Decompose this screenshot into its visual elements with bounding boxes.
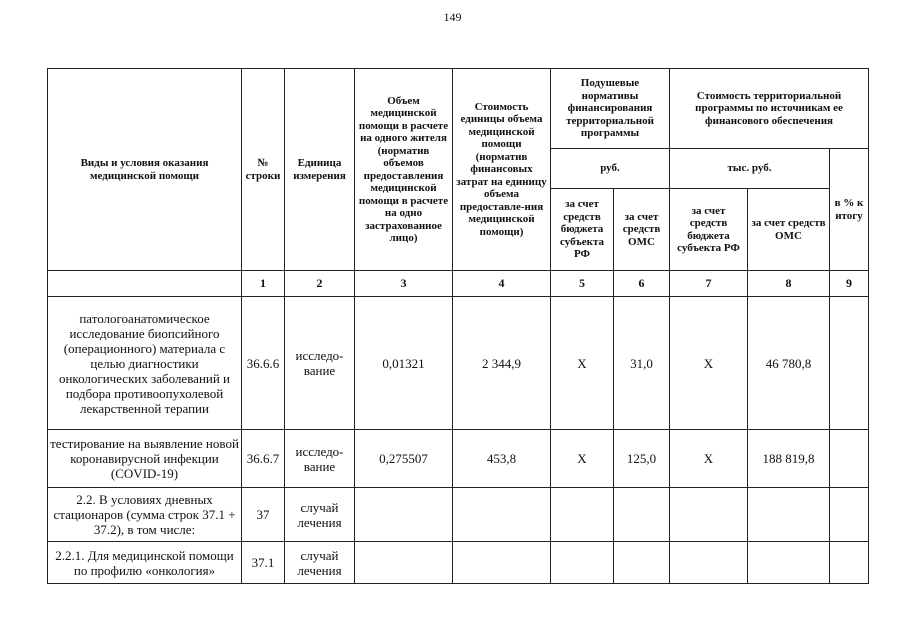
header-unit: Единица измерения: [285, 69, 355, 271]
row-unit: случай лечения: [285, 542, 355, 584]
row-per-capita-budget: [551, 542, 614, 584]
medical-care-table: [47, 68, 869, 584]
header-per-capita-budget: за счет средств бюджета субъекта РФ: [551, 189, 614, 271]
header-row-1: [48, 69, 869, 149]
row-number: 36.6.7: [242, 430, 285, 488]
row-cost-budget: [670, 542, 748, 584]
header-percent: в % к итогу: [830, 149, 869, 271]
header-program-cost: Стоимость территориальной программы по источникам ее финансового обеспечения: [670, 69, 869, 149]
row-percent: [830, 542, 869, 584]
row-name: патологоанатомическое исследование биопсийного (операционного) материала с целью диагностики онкологических заболеваний и подбора противоопухолевой лекарственной терапии: [48, 297, 242, 430]
page-number: 149: [443, 10, 462, 24]
column-number: 3: [355, 271, 453, 297]
row-percent: [830, 297, 869, 430]
row-name: 2.2.1. Для медицинской помощи по профилю «онкология»: [48, 542, 242, 584]
row-cost-budget: X: [670, 430, 748, 488]
row-unit-cost: [453, 542, 551, 584]
row-cost-oms: [748, 542, 830, 584]
column-number: 1: [242, 271, 285, 297]
row-name: 2.2. В условиях дневных стационаров (сумма строк 37.1 + 37.2), в том числе:: [48, 488, 242, 542]
row-per-capita-budget: X: [551, 297, 614, 430]
column-number: 5: [551, 271, 614, 297]
header-volume: Объем медицинской помощи в расчете на одного жителя (норматив объемов предоставления медицинской помощи в расчете на одно застрахованное лицо): [355, 69, 453, 271]
row-unit-cost: [453, 488, 551, 542]
table-row: [48, 542, 869, 584]
row-percent: [830, 488, 869, 542]
row-number: 37.1: [242, 542, 285, 584]
header-cost-budget: за счет средств бюджета субъекта РФ: [670, 189, 748, 271]
row-volume: 0,275507: [355, 430, 453, 488]
column-number: 9: [830, 271, 869, 297]
row-per-capita-oms: [614, 488, 670, 542]
table-row: [48, 488, 869, 542]
header-name: Виды и условия оказания медицинской помощи: [48, 69, 242, 271]
row-cost-oms: 188 819,8: [748, 430, 830, 488]
header-thous-rub: тыс. руб.: [670, 149, 830, 189]
column-number: [48, 271, 242, 297]
column-number: 8: [748, 271, 830, 297]
header-unit-cost: Стоимость единицы объема медицинской помощи (норматив финансовых затрат на единицу объема предоставле-ния медицинской помощи): [453, 69, 551, 271]
column-number: 2: [285, 271, 355, 297]
header-per-capita-oms: за счет средств ОМС: [614, 189, 670, 271]
row-cost-budget: [670, 488, 748, 542]
row-unit: исследо-вание: [285, 430, 355, 488]
header-row-no: № строки: [242, 69, 285, 271]
row-unit: исследо-вание: [285, 297, 355, 430]
column-number: 6: [614, 271, 670, 297]
row-per-capita-oms: 31,0: [614, 297, 670, 430]
row-volume: [355, 488, 453, 542]
table-row: [48, 430, 869, 488]
column-number: 7: [670, 271, 748, 297]
column-number: 4: [453, 271, 551, 297]
header-rub: руб.: [551, 149, 670, 189]
table-row: [48, 297, 869, 430]
row-volume: 0,01321: [355, 297, 453, 430]
row-cost-budget: X: [670, 297, 748, 430]
row-number: 37: [242, 488, 285, 542]
row-name: тестирование на выявление новой коронавирусной инфекции (COVID-19): [48, 430, 242, 488]
header-per-capita: Подушевые нормативы финансирования территориальной программы: [551, 69, 670, 149]
column-numbers-row: [48, 271, 869, 297]
row-per-capita-budget: X: [551, 430, 614, 488]
row-cost-oms: [748, 488, 830, 542]
row-volume: [355, 542, 453, 584]
row-per-capita-oms: [614, 542, 670, 584]
row-number: 36.6.6: [242, 297, 285, 430]
row-per-capita-oms: 125,0: [614, 430, 670, 488]
row-unit-cost: 2 344,9: [453, 297, 551, 430]
row-unit: случай лечения: [285, 488, 355, 542]
header-cost-oms: за счет средств ОМС: [748, 189, 830, 271]
row-cost-oms: 46 780,8: [748, 297, 830, 430]
row-unit-cost: 453,8: [453, 430, 551, 488]
row-per-capita-budget: [551, 488, 614, 542]
row-percent: [830, 430, 869, 488]
